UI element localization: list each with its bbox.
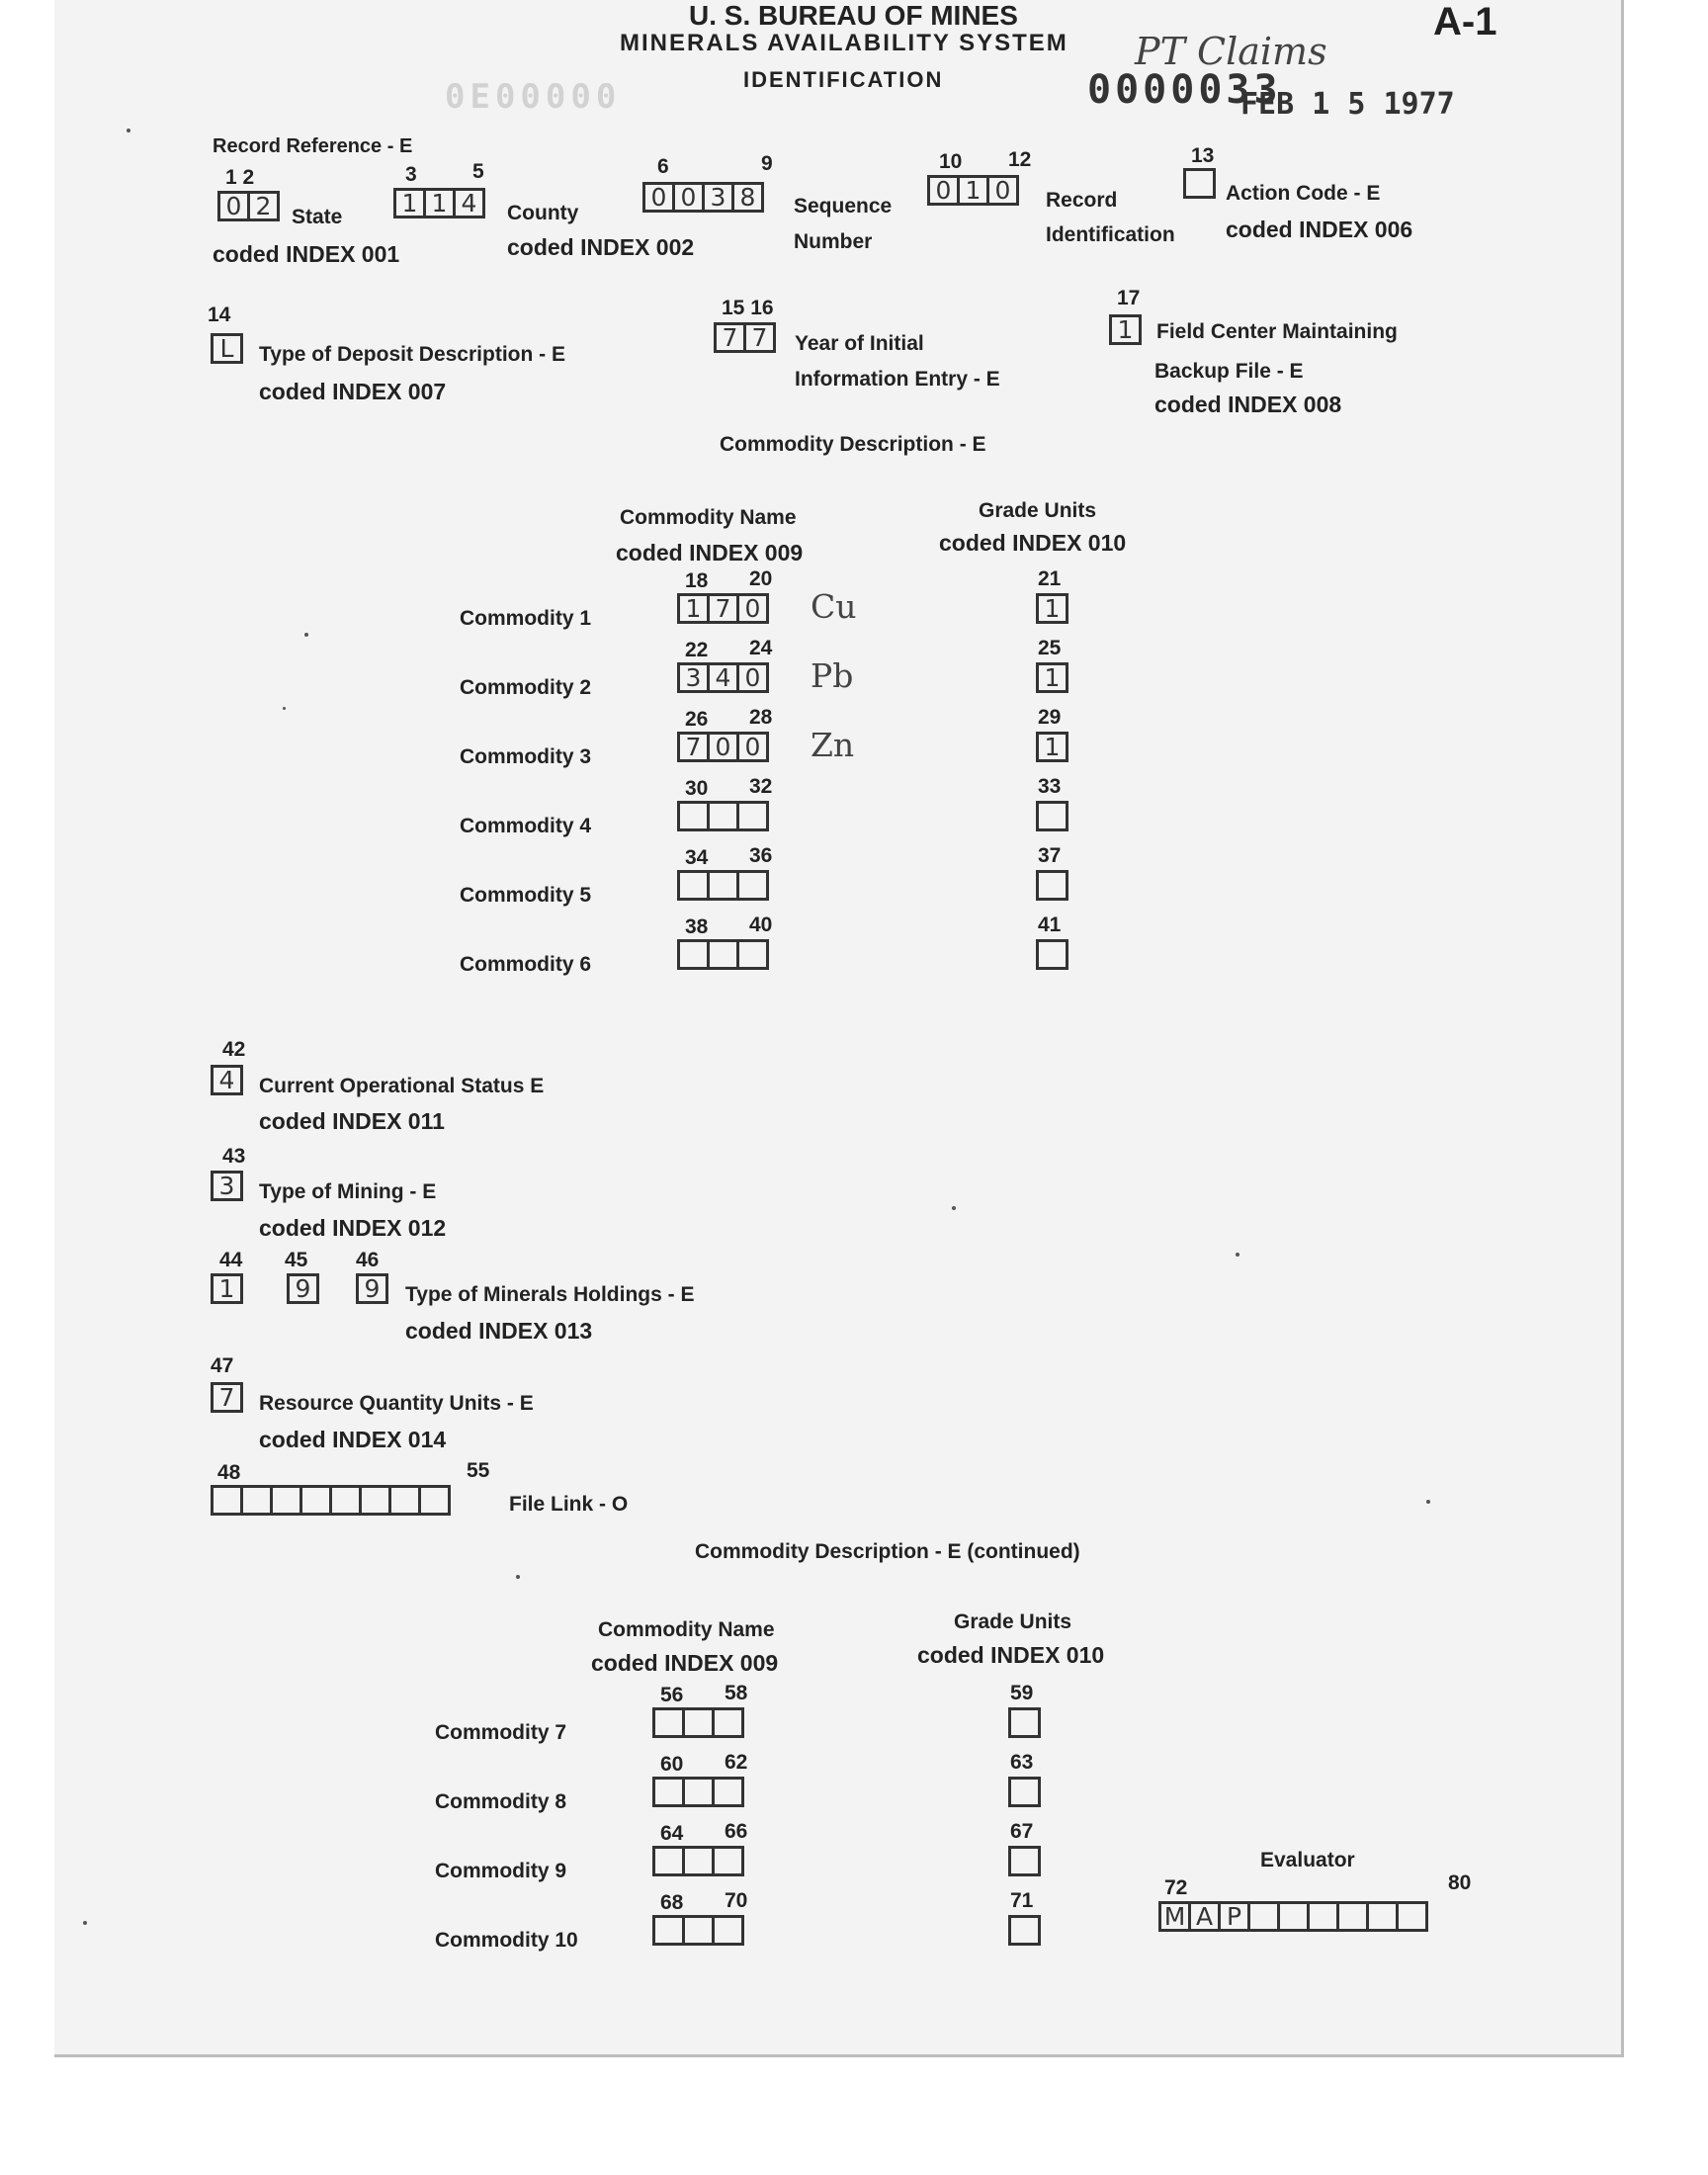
county-coded: coded INDEX 002 (507, 234, 695, 260)
evaluator-box[interactable] (1366, 1901, 1399, 1932)
commodity-code-box[interactable] (712, 1846, 744, 1876)
commodity-code-box[interactable]: 1 (677, 593, 710, 624)
sequence-label: Sequence (794, 195, 893, 218)
evaluator-box[interactable] (1247, 1901, 1280, 1932)
state-box[interactable]: 0 (217, 191, 250, 221)
grade-box-cell[interactable] (1008, 1846, 1041, 1876)
commodity-code-box[interactable]: 7 (677, 732, 710, 762)
evaluator-box[interactable]: M (1158, 1901, 1191, 1932)
grade-col: 41 (1038, 914, 1062, 936)
grade-box[interactable] (1008, 1915, 1041, 1948)
deposit-box-cell[interactable]: L (211, 333, 243, 364)
grade-col: 37 (1038, 844, 1062, 867)
commodity-code-boxes[interactable] (677, 939, 769, 972)
grade-box-cell[interactable] (1036, 939, 1068, 970)
county-label: County (507, 202, 579, 224)
grade-box[interactable] (1008, 1777, 1041, 1809)
commodity-code-box[interactable]: 0 (736, 732, 769, 762)
commodity-code-boxes[interactable] (677, 593, 769, 626)
handwritten-symbol: Cu (811, 587, 857, 626)
form-title: IDENTIFICATION (743, 67, 944, 92)
scan-speck (952, 1206, 956, 1210)
commodity-code-box[interactable] (707, 870, 739, 901)
commodity-code-boxes[interactable] (652, 1707, 744, 1740)
year-box[interactable]: 7 (743, 322, 776, 353)
commodity-code-boxes[interactable] (677, 732, 769, 764)
commodity-col-end: 28 (749, 706, 773, 729)
record-id-box[interactable]: 0 (927, 175, 960, 206)
holdings-box-cell[interactable]: 9 (287, 1273, 319, 1304)
commodity-code-box[interactable] (677, 939, 710, 970)
status-col: 42 (222, 1038, 246, 1061)
county-col-start: 3 (405, 163, 417, 186)
commodity-code-box[interactable] (677, 801, 710, 831)
evaluator-col-start: 72 (1164, 1876, 1188, 1899)
file-link-box[interactable] (359, 1485, 391, 1516)
commodity-col-start: 22 (685, 639, 709, 661)
commodity-code-box[interactable]: 0 (736, 662, 769, 693)
year-boxes[interactable] (714, 322, 776, 355)
file-link-box[interactable] (388, 1485, 421, 1516)
commodity-code-box[interactable] (652, 1777, 685, 1807)
commodity-name-header-2: Commodity Name (598, 1618, 775, 1641)
status-label: Current Operational Status E (259, 1075, 545, 1097)
commodity-col-start: 18 (685, 569, 709, 592)
commodity-label: Commodity 4 (460, 815, 592, 837)
commodity-col-end: 70 (725, 1889, 748, 1912)
commodity-code-boxes[interactable] (652, 1915, 744, 1948)
units-label: Resource Quantity Units - E (259, 1392, 534, 1415)
grade-box-cell[interactable] (1008, 1707, 1041, 1738)
mining-label: Type of Mining - E (259, 1180, 437, 1203)
grade-box[interactable] (1036, 801, 1068, 833)
scan-speck (127, 129, 130, 132)
state-coded: coded INDEX 001 (213, 241, 400, 267)
status-coded: coded INDEX 011 (259, 1108, 445, 1134)
grade-col: 59 (1010, 1682, 1034, 1704)
commodity-code-box[interactable] (677, 870, 710, 901)
commodity-code-box[interactable] (736, 939, 769, 970)
status-box-cell[interactable]: 4 (211, 1065, 243, 1095)
grade-units-coded: coded INDEX 010 (939, 530, 1127, 556)
file-link-boxes[interactable] (211, 1485, 451, 1518)
grade-box-cell[interactable] (1008, 1777, 1041, 1807)
scan-speck (283, 707, 286, 710)
scan-speck (516, 1575, 520, 1579)
record-id-box[interactable]: 1 (957, 175, 989, 206)
commodity-col-end: 58 (725, 1682, 748, 1704)
deposit-box[interactable] (211, 333, 243, 366)
commodity-code-box[interactable] (712, 1707, 744, 1738)
status-box[interactable] (211, 1065, 243, 1097)
faint-number: 0E00000 (445, 77, 622, 117)
commodity-label: Commodity 3 (460, 745, 592, 768)
record-id-boxes[interactable] (927, 175, 1019, 208)
grade-col: 71 (1010, 1889, 1034, 1912)
grade-box[interactable] (1008, 1707, 1041, 1740)
file-link-col-end: 55 (467, 1459, 490, 1482)
commodity-col-start: 26 (685, 708, 709, 731)
grade-box-cell[interactable]: 1 (1036, 662, 1068, 693)
units-box[interactable] (211, 1382, 243, 1415)
file-link-box[interactable] (418, 1485, 451, 1516)
field-center-box[interactable] (1109, 314, 1142, 347)
commodity-code-box[interactable] (707, 939, 739, 970)
commodity-code-box[interactable] (682, 1846, 715, 1876)
page-mark: A-1 (1433, 0, 1497, 44)
commodity-col-end: 36 (749, 844, 773, 867)
grade-box[interactable] (1036, 732, 1068, 764)
commodity-label: Commodity 2 (460, 676, 592, 699)
agency-title: U. S. BUREAU OF MINES (689, 0, 1018, 31)
record-id-box[interactable]: 0 (986, 175, 1019, 206)
sequence-box[interactable]: 0 (672, 182, 705, 213)
sequence-boxes[interactable] (642, 182, 764, 215)
holdings-col-2: 45 (285, 1249, 308, 1271)
commodity-code-box[interactable] (682, 1915, 715, 1946)
action-code-label: Action Code - E (1226, 182, 1381, 205)
evaluator-col-end: 80 (1448, 1871, 1472, 1894)
commodity-code-boxes[interactable] (677, 801, 769, 833)
commodity-code-box[interactable] (652, 1846, 685, 1876)
grade-box[interactable] (1036, 939, 1068, 972)
commodity-label: Commodity 10 (435, 1929, 578, 1952)
commodity-code-box[interactable]: 4 (707, 662, 739, 693)
handwritten-symbol: Zn (811, 726, 855, 764)
file-link-box[interactable] (211, 1485, 243, 1516)
commodity-code-box[interactable] (682, 1707, 715, 1738)
grade-units-header-2: Grade Units (954, 1610, 1072, 1633)
evaluator-box[interactable]: P (1218, 1901, 1250, 1932)
commodity-code-boxes[interactable] (652, 1777, 744, 1809)
handwritten-note: PT Claims (1135, 30, 1327, 73)
grade-box[interactable] (1036, 662, 1068, 695)
grade-box-cell[interactable] (1036, 870, 1068, 901)
commodity-code-box[interactable] (736, 870, 769, 901)
commodity-col-start: 34 (685, 846, 709, 869)
grade-box[interactable] (1036, 870, 1068, 903)
scan-speck (304, 633, 308, 637)
commodity-code-boxes[interactable] (677, 870, 769, 903)
sequence-box[interactable]: 8 (731, 182, 764, 213)
file-link-box[interactable] (240, 1485, 273, 1516)
sequence-col-start: 6 (657, 155, 669, 178)
form-page (54, 0, 1624, 2057)
record-id-col-end: 12 (1008, 148, 1032, 171)
sequence-label-2: Number (794, 230, 873, 253)
commodity-code-box[interactable] (712, 1915, 744, 1946)
commodity-code-box[interactable] (712, 1777, 744, 1807)
holdings-box-cell[interactable]: 1 (211, 1273, 243, 1304)
grade-box-cell[interactable] (1008, 1915, 1041, 1946)
file-link-box[interactable] (270, 1485, 302, 1516)
commodity-code-box[interactable]: 3 (677, 662, 710, 693)
grade-col: 67 (1010, 1820, 1034, 1843)
file-link-col-start: 48 (217, 1461, 241, 1484)
year-columns: 15 16 (722, 297, 774, 319)
commodity-label: Commodity 7 (435, 1721, 567, 1744)
county-box[interactable]: 1 (393, 188, 426, 218)
commodity-name-coded-2: coded INDEX 009 (591, 1650, 779, 1676)
record-reference-title: Record Reference - E (213, 135, 413, 157)
commodity-code-box[interactable] (707, 801, 739, 831)
commodity-label: Commodity 5 (460, 884, 592, 907)
action-code-box-cell[interactable] (1183, 168, 1216, 199)
commodity-col-start: 38 (685, 915, 709, 938)
mining-box[interactable] (211, 1171, 243, 1203)
scan-speck (1426, 1500, 1430, 1504)
commodity-col-start: 68 (660, 1891, 684, 1914)
state-label: State (292, 206, 343, 228)
commodity-code-box[interactable]: 0 (736, 593, 769, 624)
commodity-code-box[interactable] (682, 1777, 715, 1807)
scan-speck (83, 1921, 87, 1925)
record-id-coded: coded INDEX 006 (1226, 217, 1413, 242)
commodity-description-continued-title: Commodity Description - E (continued) (695, 1540, 1080, 1563)
commodity-code-box[interactable] (736, 801, 769, 831)
holdings-coded: coded INDEX 013 (405, 1318, 593, 1344)
evaluator-box[interactable] (1396, 1901, 1428, 1932)
grade-box[interactable] (1008, 1846, 1041, 1878)
field-center-col: 17 (1117, 287, 1141, 309)
grade-col: 29 (1038, 706, 1062, 729)
action-code-box[interactable] (1183, 168, 1216, 201)
state-box[interactable]: 2 (247, 191, 280, 221)
commodity-col-end: 66 (725, 1820, 748, 1843)
commodity-col-end: 40 (749, 914, 773, 936)
state-boxes[interactable] (217, 191, 280, 223)
record-stamp: 0000033 (1087, 67, 1282, 113)
handwritten-symbol: Pb (811, 656, 854, 695)
system-title: MINERALS AVAILABILITY SYSTEM (620, 30, 1068, 56)
county-col-end: 5 (472, 160, 484, 183)
commodity-col-end: 32 (749, 775, 773, 798)
record-id-col-start: 10 (939, 150, 963, 173)
evaluator-box[interactable] (1277, 1901, 1310, 1932)
deposit-col: 14 (208, 304, 231, 326)
commodity-col-end: 24 (749, 637, 773, 659)
deposit-label: Type of Deposit Description - E (259, 343, 565, 366)
grade-col: 21 (1038, 567, 1062, 590)
grade-col: 25 (1038, 637, 1062, 659)
commodity-label: Commodity 8 (435, 1790, 567, 1813)
holdings-box-3[interactable] (356, 1273, 388, 1306)
commodity-name-header: Commodity Name (620, 506, 797, 529)
holdings-box-cell[interactable]: 9 (356, 1273, 388, 1304)
commodity-description-title: Commodity Description - E (720, 433, 986, 456)
year-label: Year of Initial (795, 332, 924, 355)
evaluator-box[interactable]: A (1188, 1901, 1221, 1932)
commodity-code-box[interactable] (652, 1915, 685, 1946)
date-stamp: FEB 1 5 1977 (1240, 87, 1455, 122)
record-id-label: Record (1046, 189, 1118, 212)
commodity-label: Commodity 1 (460, 607, 592, 630)
holdings-label: Type of Minerals Holdings - E (405, 1283, 695, 1306)
holdings-box-2[interactable] (287, 1273, 319, 1306)
units-coded: coded INDEX 014 (259, 1427, 447, 1452)
commodity-col-end: 20 (749, 567, 773, 590)
mining-box-cell[interactable]: 3 (211, 1171, 243, 1201)
field-center-label-2: Backup File - E (1154, 360, 1304, 383)
scan-speck (1236, 1253, 1239, 1257)
commodity-col-start: 64 (660, 1822, 684, 1845)
commodity-label: Commodity 9 (435, 1860, 567, 1882)
grade-box[interactable] (1036, 593, 1068, 626)
holdings-col-3: 46 (356, 1249, 380, 1271)
grade-units-coded-2: coded INDEX 010 (917, 1642, 1105, 1668)
commodity-col-start: 60 (660, 1753, 684, 1776)
commodity-col-end: 62 (725, 1751, 748, 1774)
file-link-label: File Link - O (509, 1493, 629, 1516)
grade-box-cell[interactable]: 1 (1036, 732, 1068, 762)
county-box[interactable]: 4 (453, 188, 485, 218)
evaluator-boxes[interactable] (1158, 1901, 1428, 1934)
commodity-col-start: 56 (660, 1684, 684, 1706)
file-link-box[interactable] (329, 1485, 362, 1516)
units-col: 47 (211, 1354, 234, 1377)
commodity-col-start: 30 (685, 777, 709, 800)
sequence-col-end: 9 (761, 152, 773, 175)
sequence-box[interactable]: 3 (702, 182, 734, 213)
year-box[interactable]: 7 (714, 322, 746, 353)
commodity-code-box[interactable]: 7 (707, 593, 739, 624)
evaluator-label: Evaluator (1260, 1849, 1355, 1871)
commodity-code-boxes[interactable] (677, 662, 769, 695)
grade-col: 33 (1038, 775, 1062, 798)
action-code-col: 13 (1191, 144, 1215, 167)
county-boxes[interactable] (393, 188, 485, 220)
commodity-code-box[interactable]: 0 (707, 732, 739, 762)
grade-units-header: Grade Units (979, 499, 1097, 522)
year-label-2: Information Entry - E (795, 368, 1000, 391)
evaluator-box[interactable] (1336, 1901, 1369, 1932)
holdings-box-1[interactable] (211, 1273, 243, 1306)
state-columns: 1 2 (225, 166, 255, 189)
sequence-box[interactable]: 0 (642, 182, 675, 213)
record-id-label-2: Identification (1046, 223, 1175, 246)
evaluator-box[interactable] (1307, 1901, 1339, 1932)
file-link-box[interactable] (299, 1485, 332, 1516)
field-center-label: Field Center Maintaining (1156, 320, 1398, 343)
county-box[interactable]: 1 (423, 188, 456, 218)
commodity-label: Commodity 6 (460, 953, 592, 976)
commodity-name-coded: coded INDEX 009 (616, 540, 804, 566)
mining-coded: coded INDEX 012 (259, 1215, 447, 1241)
grade-box-cell[interactable] (1036, 801, 1068, 831)
grade-col: 63 (1010, 1751, 1034, 1774)
deposit-coded: coded INDEX 007 (259, 379, 447, 404)
units-box-cell[interactable]: 7 (211, 1382, 243, 1413)
field-center-coded: coded INDEX 008 (1154, 392, 1342, 417)
field-center-box-cell[interactable]: 1 (1109, 314, 1142, 345)
commodity-code-boxes[interactable] (652, 1846, 744, 1878)
grade-box-cell[interactable]: 1 (1036, 593, 1068, 624)
mining-col: 43 (222, 1145, 246, 1168)
holdings-col-1: 44 (219, 1249, 243, 1271)
commodity-code-box[interactable] (652, 1707, 685, 1738)
